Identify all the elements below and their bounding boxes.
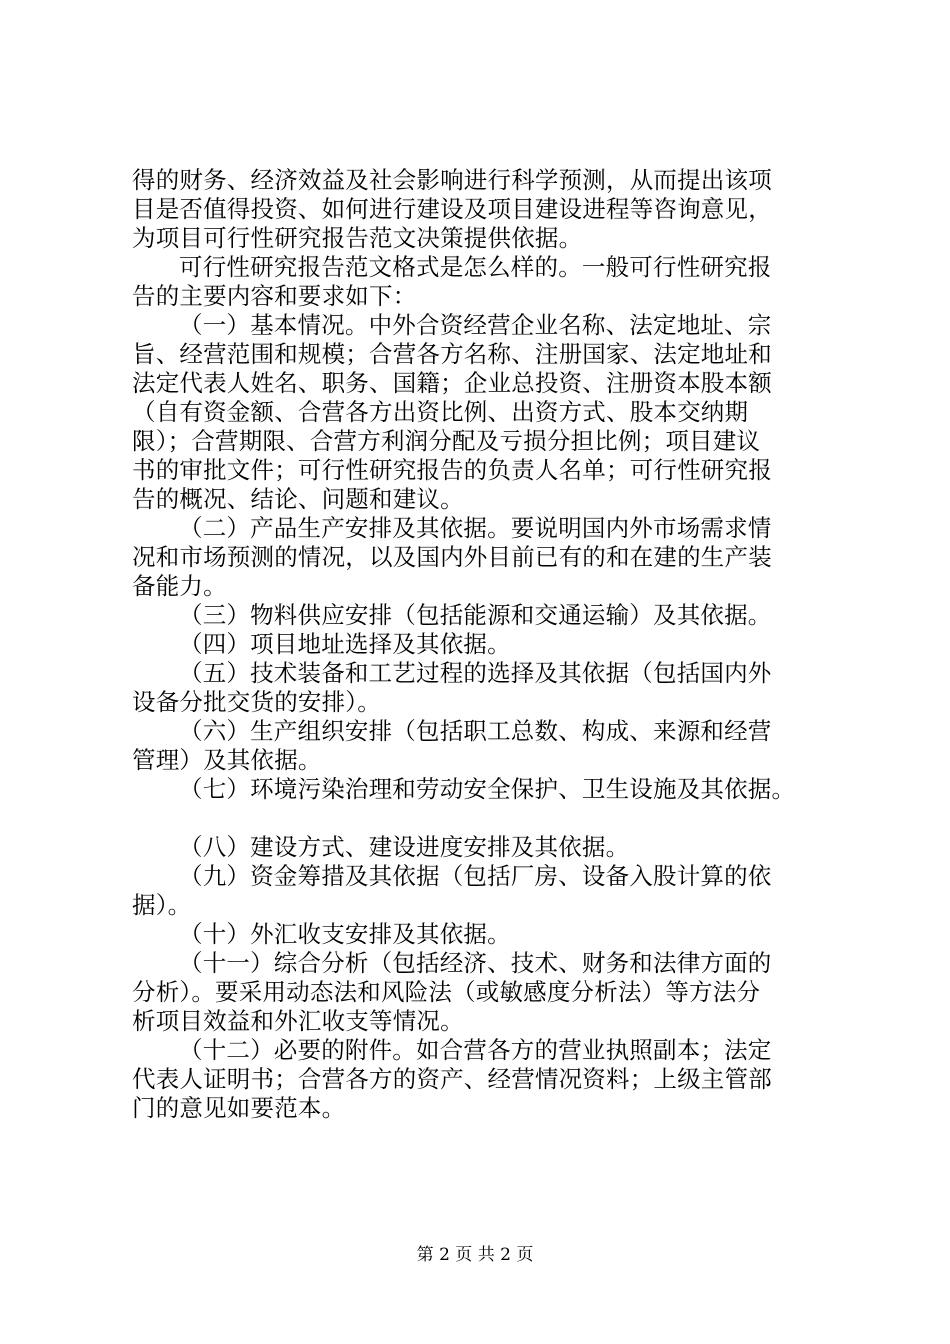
text-line: 可行性研究报告范文格式是怎么样的。一般可行性研究报 (179, 253, 772, 281)
text-line: 旨、经营范围和规模；合营各方名称、注册国家、法定地址和 (132, 340, 772, 368)
text-line: 得的财务、经济效益及社会影响进行科学预测，从而提出该项 (132, 166, 772, 194)
text-line: 告的概况、结论、问题和建议。 (132, 485, 464, 513)
text-line: （八）建设方式、建设进度安排及其依据。 (179, 833, 630, 861)
text-line: 目是否值得投资、如何进行建设及项目建设进程等咨询意见， (132, 195, 772, 223)
text-line: 法定代表人姓名、职务、国籍；企业总投资、注册资本股本额 (132, 369, 772, 397)
text-line: 代表人证明书；合营各方的资产、经营情况资料；上级主管部 (132, 1065, 772, 1093)
text-line: （九）资金筹措及其依据（包括厂房、设备入股计算的依 (179, 862, 772, 890)
text-line: （十一）综合分析（包括经济、技术、财务和法律方面的 (179, 949, 772, 977)
text-line: 门的意见如要范本。 (132, 1094, 346, 1122)
page-footer: 第 2 页 共 2 页 (416, 1245, 534, 1265)
blank-line (132, 804, 832, 833)
text-line: （十）外汇收支安排及其依据。 (179, 920, 511, 948)
text-line: （五）技术装备和工艺过程的选择及其依据（包括国内外 (179, 659, 772, 687)
text-line: 况和市场预测的情况，以及国内外目前已有的和在建的生产装 (132, 543, 772, 571)
text-line: 告的主要内容和要求如下： (132, 282, 417, 310)
text-line: （二）产品生产安排及其依据。要说明国内外市场需求情 (179, 514, 772, 542)
text-line: 据）。 (132, 891, 192, 919)
text-line: （七）环境污染治理和劳动安全保护、卫生设施及其依据。 (179, 775, 796, 803)
text-line: 备能力。 (132, 572, 227, 600)
text-line: （十二）必要的附件。如合营各方的营业执照副本；法定 (179, 1036, 772, 1064)
text-line: 分析）。要采用动态法和风险法（或敏感度分析法）等方法分 (132, 978, 761, 1006)
text-line: （四）项目地址选择及其依据。 (179, 630, 511, 658)
text-line: （一）基本情况。中外合资经营企业名称、法定地址、宗 (179, 311, 772, 339)
text-line: （三）物料供应安排（包括能源和交通运输）及其依据。 (179, 601, 772, 629)
text-line: （自有资金额、合营各方出资比例、出资方式、股本交纳期 (132, 398, 749, 426)
text-line: 限）；合营期限、合营方利润分配及亏损分担比例；项目建议 (132, 427, 761, 455)
text-line: （六）生产组织安排（包括职工总数、构成、来源和经营 (179, 717, 772, 745)
text-line: 为项目可行性研究报告范文决策提供依据。 (132, 224, 583, 252)
document-body (132, 166, 832, 1123)
text-line: 析项目效益和外汇收支等情况。 (132, 1007, 464, 1035)
text-line: 设备分批交货的安排）。 (132, 688, 381, 716)
text-line: 书的审批文件；可行性研究报告的负责人名单；可行性研究报 (132, 456, 772, 484)
text-line: 管理）及其依据。 (132, 746, 322, 774)
